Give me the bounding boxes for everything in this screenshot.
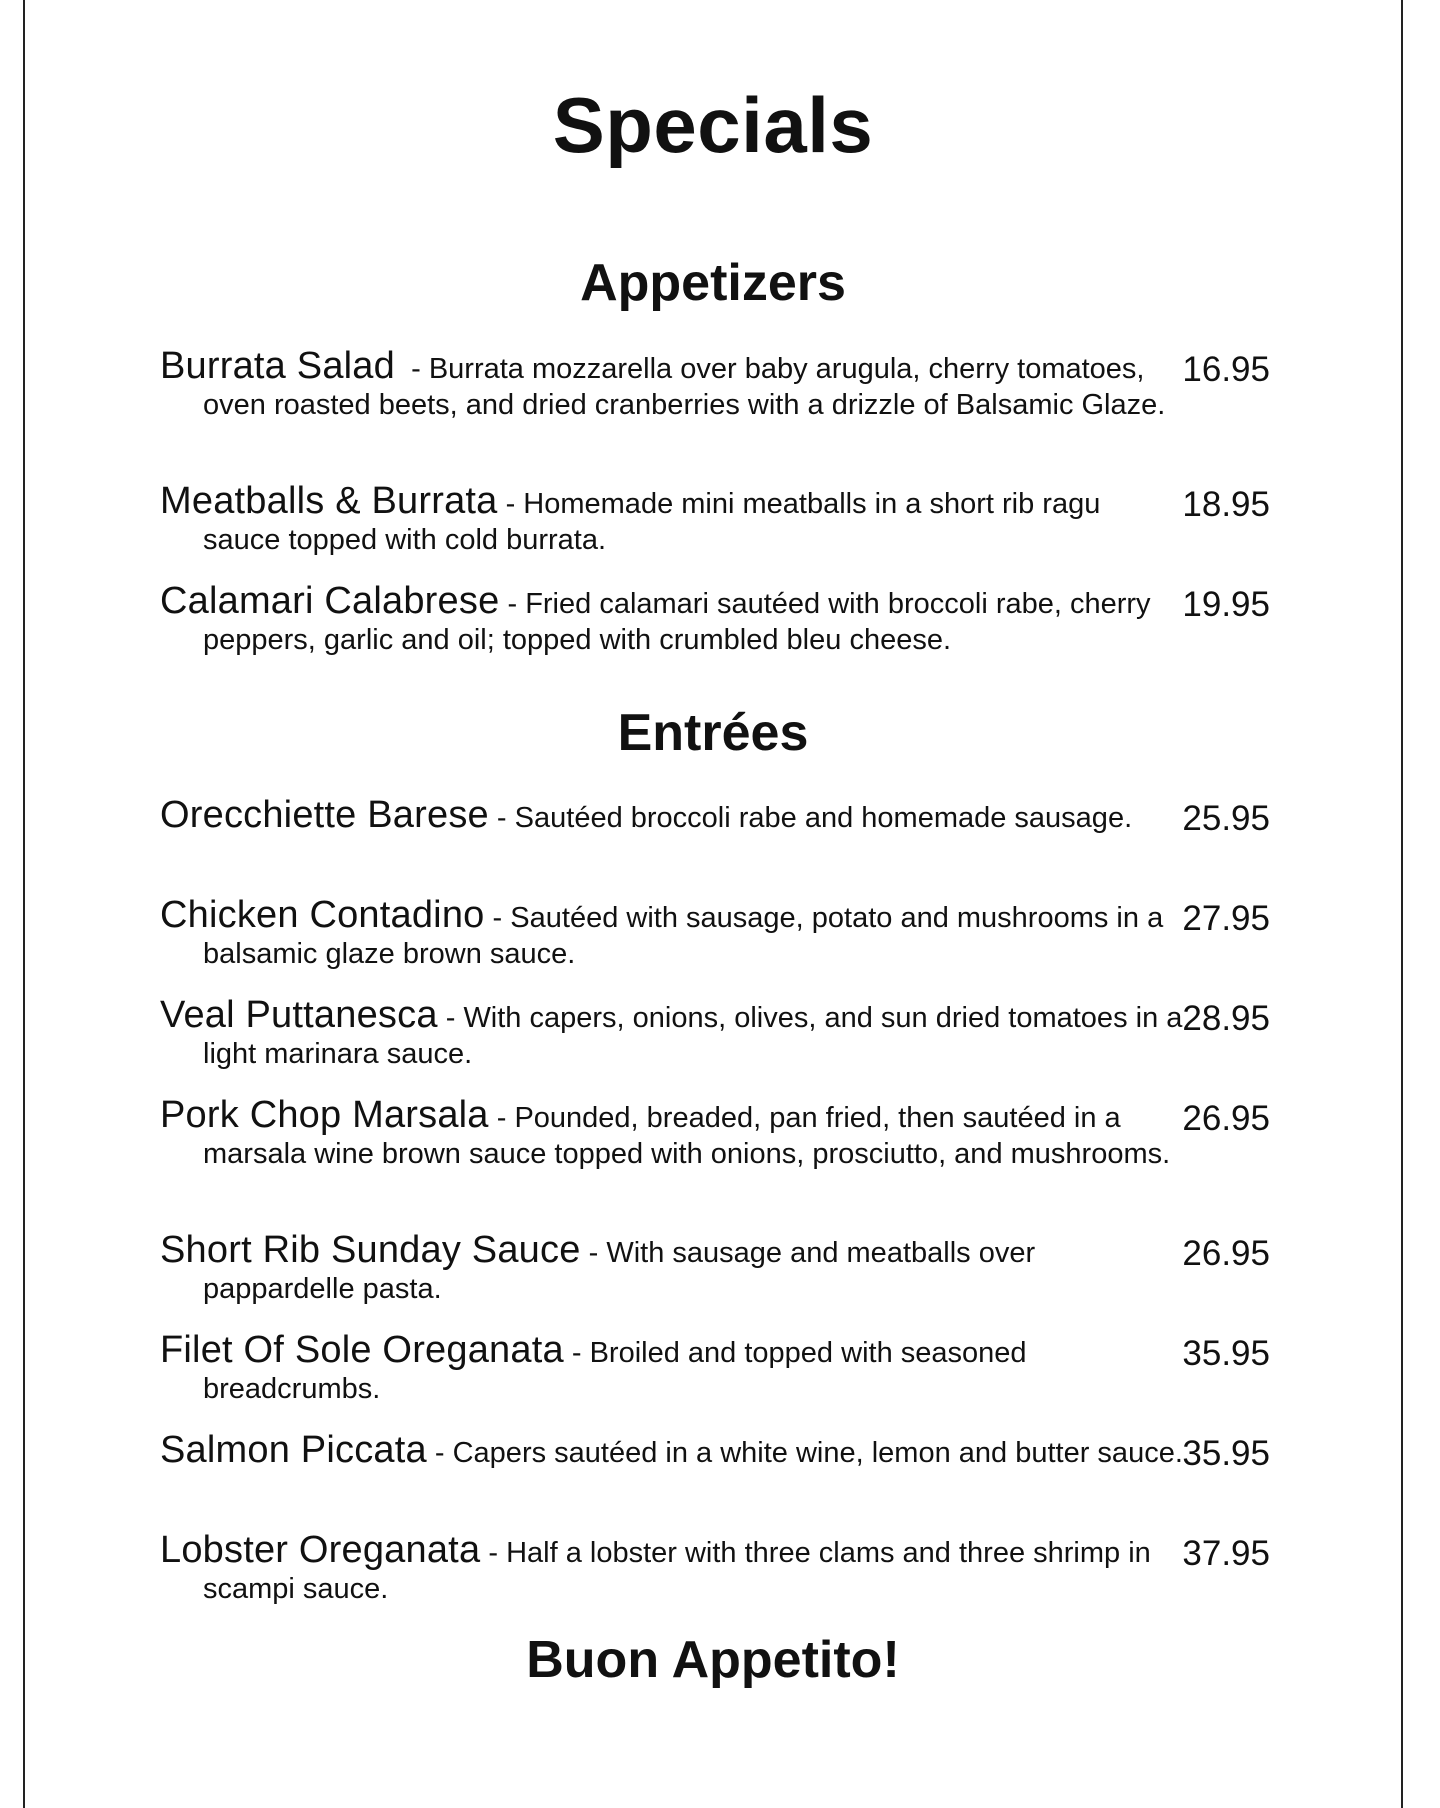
item-price: 19.95	[1182, 585, 1270, 624]
section-heading-appetizers: Appetizers	[580, 254, 846, 312]
item-description: Homemade mini meatballs in a short rib ragu sauce topped with cold burrata.	[203, 488, 1101, 556]
item-price: 26.95	[1182, 1234, 1270, 1273]
item-description: Broiled and topped with seasoned breadcrumbs.	[203, 1337, 1027, 1405]
menu-item-meatballs-burrata: Meatballs & Burrata - Homemade mini meatballs in a short rib ragu sauce topped with cold burrata. 18.95	[160, 480, 1270, 556]
item-name: Veal Puttanesca	[160, 994, 438, 1036]
menu-item-calamari-calabrese: Calamari Calabrese - Fried calamari sautéed with broccoli rabe, cherry peppers, garlic and oil; topped with crumbled bleu cheese. 19.95	[160, 580, 1270, 656]
menu-item-short-rib-sunday-sauce: Short Rib Sunday Sauce - With sausage and meatballs over pappardelle pasta. 26.95	[160, 1229, 1270, 1305]
item-name: Orecchiette Barese	[160, 794, 489, 836]
item-price: 37.95	[1182, 1534, 1270, 1573]
item-price: 25.95	[1182, 799, 1270, 838]
menu-item-burrata-salad: Burrata Salad - Burrata mozzarella over baby arugula, cherry tomatoes, oven roasted beets, and dried cranberries with a drizzle of Balsamic Glaze. 16.95	[160, 345, 1270, 421]
item-description: Capers sautéed in a white wine, lemon and butter sauce.	[452, 1437, 1183, 1469]
section-heading-entrees: Entrées	[617, 704, 809, 762]
menu-item-pork-chop-marsala: Pork Chop Marsala - Pounded, breaded, pan fried, then sautéed in a marsala wine brown sauce topped with onions, prosciutto, and mushrooms. 26.95	[160, 1094, 1270, 1170]
menu-item-lobster-oreganata: Lobster Oreganata - Half a lobster with three clams and three shrimp in scampi sauce. 37.95	[160, 1529, 1270, 1605]
item-price: 27.95	[1182, 899, 1270, 938]
menu-item-veal-puttanesca: Veal Puttanesca - With capers, onions, olives, and sun dried tomatoes in a light marinara sauce. 28.95	[160, 994, 1270, 1070]
item-price: 18.95	[1182, 485, 1270, 524]
item-name: Burrata Salad	[160, 345, 395, 387]
item-name: Calamari Calabrese	[160, 580, 500, 622]
item-description: Half a lobster with three clams and three shrimp in scampi sauce.	[203, 1537, 1151, 1605]
item-description: Pounded, breaded, pan fried, then sautéed in a marsala wine brown sauce topped with onions, prosciutto, and mushrooms.	[203, 1102, 1171, 1170]
menu-item-salmon-piccata: Salmon Piccata - Capers sautéed in a white wine, lemon and butter sauce. 35.95	[160, 1432, 1270, 1471]
item-price: 26.95	[1182, 1099, 1270, 1138]
item-description: Fried calamari sautéed with broccoli rabe, cherry peppers, garlic and oil; topped with crumbled bleu cheese.	[203, 588, 1151, 656]
item-name: Meatballs & Burrata	[160, 480, 498, 522]
item-name: Pork Chop Marsala	[160, 1094, 489, 1136]
item-name: Lobster Oreganata	[160, 1529, 481, 1571]
item-description: Burrata mozzarella over baby arugula, cherry tomatoes, oven roasted beets, and dried cranberries with a drizzle of Balsamic Glaze.	[203, 353, 1166, 421]
closing-text: Buon Appetito!	[526, 1631, 900, 1689]
item-description: Sautéed broccoli rabe and homemade sausage.	[514, 802, 1133, 834]
item-price: 35.95	[1182, 1434, 1270, 1473]
item-name: Chicken Contadino	[160, 894, 485, 936]
menu-item-filet-of-sole-oreganata: Filet Of Sole Oreganata - Broiled and topped with seasoned breadcrumbs. 35.95	[160, 1329, 1270, 1405]
item-price: 16.95	[1182, 350, 1270, 389]
menu-item-orecchiette-barese: Orecchiette Barese - Sautéed broccoli rabe and homemade sausage. 25.95	[160, 797, 1270, 836]
item-description: With capers, onions, olives, and sun dried tomatoes in a light marinara sauce.	[203, 1002, 1183, 1070]
item-price: 28.95	[1182, 999, 1270, 1038]
item-description: With sausage and meatballs over pappardelle pasta.	[203, 1237, 1036, 1305]
item-description: Sautéed with sausage, potato and mushrooms in a balsamic glaze brown sauce.	[203, 902, 1164, 970]
item-name: Short Rib Sunday Sauce	[160, 1229, 581, 1271]
item-name: Salmon Piccata	[160, 1429, 427, 1471]
item-price: 35.95	[1182, 1334, 1270, 1373]
item-name: Filet Of Sole Oreganata	[160, 1329, 564, 1371]
menu-item-chicken-contadino: Chicken Contadino - Sautéed with sausage, potato and mushrooms in a balsamic glaze brown sauce. 27.95	[160, 894, 1270, 970]
menu-title: Specials	[552, 81, 874, 169]
